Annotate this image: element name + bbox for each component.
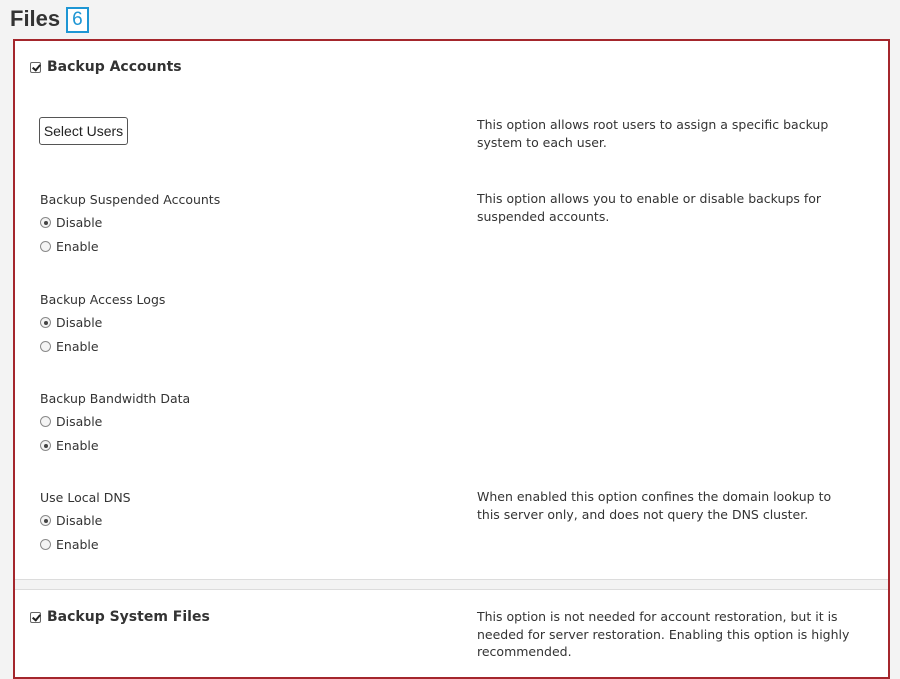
select-users-description: This option allows root users to assign a specific backup system to each user. [477, 117, 829, 150]
backup-access-logs-enable-option[interactable] [40, 336, 165, 357]
section-divider [15, 579, 888, 590]
backup-access-logs-enable-radio[interactable] [40, 341, 51, 352]
backup-suspended-disable-radio[interactable] [40, 217, 51, 228]
backup-suspended-disable-option[interactable] [40, 212, 220, 233]
backup-bandwidth-enable-radio[interactable] [40, 440, 51, 451]
backup-system-files-checkbox[interactable] [30, 612, 41, 623]
page-title-text: Files [10, 6, 61, 31]
backup-bandwidth-disable-radio[interactable] [40, 416, 51, 427]
backup-bandwidth-data-label: Backup Bandwidth Data [40, 391, 191, 406]
backup-access-logs-disable-radio[interactable] [40, 317, 51, 328]
backup-access-logs-group [40, 291, 165, 357]
backup-suspended-accounts-description: This option allows you to enable or disable backups for suspended accounts. [477, 191, 822, 224]
local-dns-disable-radio[interactable] [40, 515, 51, 526]
backup-access-logs-disable-option[interactable] [40, 312, 165, 333]
backup-suspended-enable-label: Enable [56, 239, 99, 254]
backup-access-logs-enable-label: Enable [56, 339, 99, 354]
backup-access-logs-label: Backup Access Logs [40, 292, 166, 307]
backup-system-files-description: This option is not needed for account restoration, but it is needed for server restoration. Enabling this option is highly recommended. [477, 609, 850, 659]
local-dns-disable-label: Disable [56, 513, 103, 528]
backup-bandwidth-disable-label: Disable [56, 414, 103, 429]
backup-accounts-checkbox[interactable] [30, 62, 41, 73]
local-dns-disable-option[interactable] [40, 510, 131, 531]
select-users-button[interactable]: Select Users [39, 117, 128, 145]
step-number-badge: 6 [66, 7, 89, 33]
backup-settings-panel [13, 39, 890, 679]
backup-bandwidth-enable-label: Enable [56, 438, 99, 453]
use-local-dns-label: Use Local DNS [40, 490, 131, 505]
use-local-dns-description: When enabled this option confines the domain lookup to this server only, and does not query the DNS cluster. [477, 489, 832, 522]
backup-suspended-disable-label: Disable [56, 215, 103, 230]
backup-bandwidth-data-group [40, 390, 190, 456]
backup-suspended-accounts-group [40, 191, 220, 257]
backup-suspended-enable-radio[interactable] [40, 241, 51, 252]
backup-system-files-header[interactable] [30, 609, 210, 625]
use-local-dns-group [40, 489, 131, 555]
page-title [10, 4, 89, 34]
local-dns-enable-radio[interactable] [40, 539, 51, 550]
backup-bandwidth-disable-option[interactable] [40, 411, 190, 432]
backup-access-logs-disable-label: Disable [56, 315, 103, 330]
backup-suspended-accounts-label: Backup Suspended Accounts [40, 192, 221, 207]
backup-suspended-enable-option[interactable] [40, 236, 220, 257]
local-dns-enable-label: Enable [56, 537, 99, 552]
backup-accounts-label: Backup Accounts [47, 59, 182, 75]
backup-bandwidth-enable-option[interactable] [40, 435, 190, 456]
backup-accounts-header[interactable] [30, 59, 182, 75]
local-dns-enable-option[interactable] [40, 534, 131, 555]
backup-system-files-label: Backup System Files [47, 609, 210, 625]
